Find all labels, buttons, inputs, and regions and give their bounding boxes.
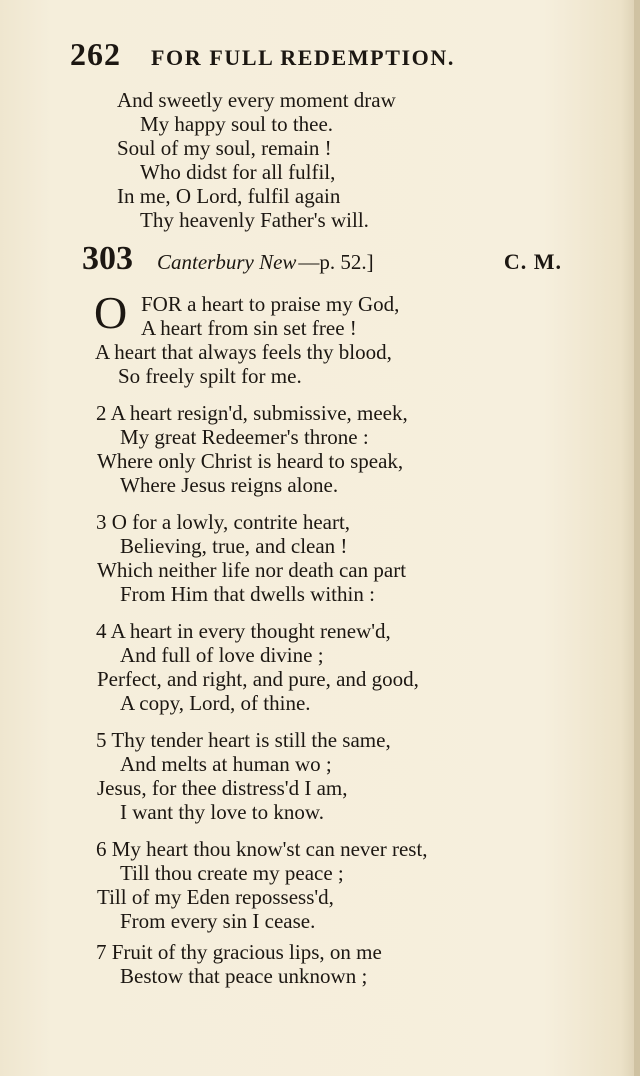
page-number: 262 [70,36,121,72]
verse-1-line: FOR a heart to praise my God, [141,292,400,316]
verse-5-line: And melts at human wo ; [120,752,332,776]
verse-3-line: 3 O for a lowly, contrite heart, [96,510,351,534]
verse-4-line: 4 A heart in every thought renew'd, [96,619,391,643]
verse-4-line: A copy, Lord, of thine. [120,691,311,715]
continuation-line: In me, O Lord, fulfil again [117,184,341,208]
verse-5-line: Jesus, for thee distress'd I am, [97,776,348,800]
tune-name: Canterbury New [157,250,297,274]
verse-2-line: Where only Christ is heard to speak, [97,449,404,473]
continuation-line: Soul of my soul, remain ! [117,136,332,160]
continuation-line: Who didst for all fulfil, [140,160,336,184]
verse-3-line: From Him that dwells within : [120,582,375,606]
verse-2-line: 2 A heart resign'd, submissive, meek, [96,401,408,425]
verse-3-line: Believing, true, and clean ! [120,534,348,558]
verse-6-line: From every sin I cease. [120,909,316,933]
hymn-heading [82,240,562,278]
meter: C. M. [503,249,562,274]
verse-2-line: Where Jesus reigns alone. [120,473,339,497]
verse-2-line: My great Redeemer's throne : [120,425,369,449]
verse-1-line: A heart that always feels thy blood, [95,340,392,364]
verse-1-line: So freely spilt for me. [118,364,302,388]
drop-cap: O [94,287,128,338]
verse-6-line: Till thou create my peace ; [120,861,344,885]
continuation-line: And sweetly every moment draw [117,88,396,112]
verse-4-line: Perfect, and right, and pure, and good, [97,667,419,691]
running-title: FOR FULL REDEMPTION. [151,45,455,70]
verse-7-line: Bestow that peace unknown ; [120,964,368,988]
continuation-line: Thy heavenly Father's will. [140,208,369,232]
verse-6-line: 6 My heart thou know'st can never rest, [96,837,428,861]
tune-reference: —p. 52.] [298,250,374,274]
verse-4-line: And full of love divine ; [120,643,324,667]
page-edge [634,0,640,1076]
verse-6-line: Till of my Eden repossess'd, [97,885,334,909]
verse-5-line: I want thy love to know. [120,800,324,824]
verse-5-line: 5 Thy tender heart is still the same, [96,728,391,752]
verse-1-line: A heart from sin set free ! [141,316,357,340]
continuation-line: My happy soul to thee. [140,112,334,136]
verse-3-line: Which neither life nor death can part [97,558,407,582]
page-header [70,36,550,73]
hymn-number: 303 [82,240,133,277]
verse-7-line: 7 Fruit of thy gracious lips, on me [96,940,382,964]
